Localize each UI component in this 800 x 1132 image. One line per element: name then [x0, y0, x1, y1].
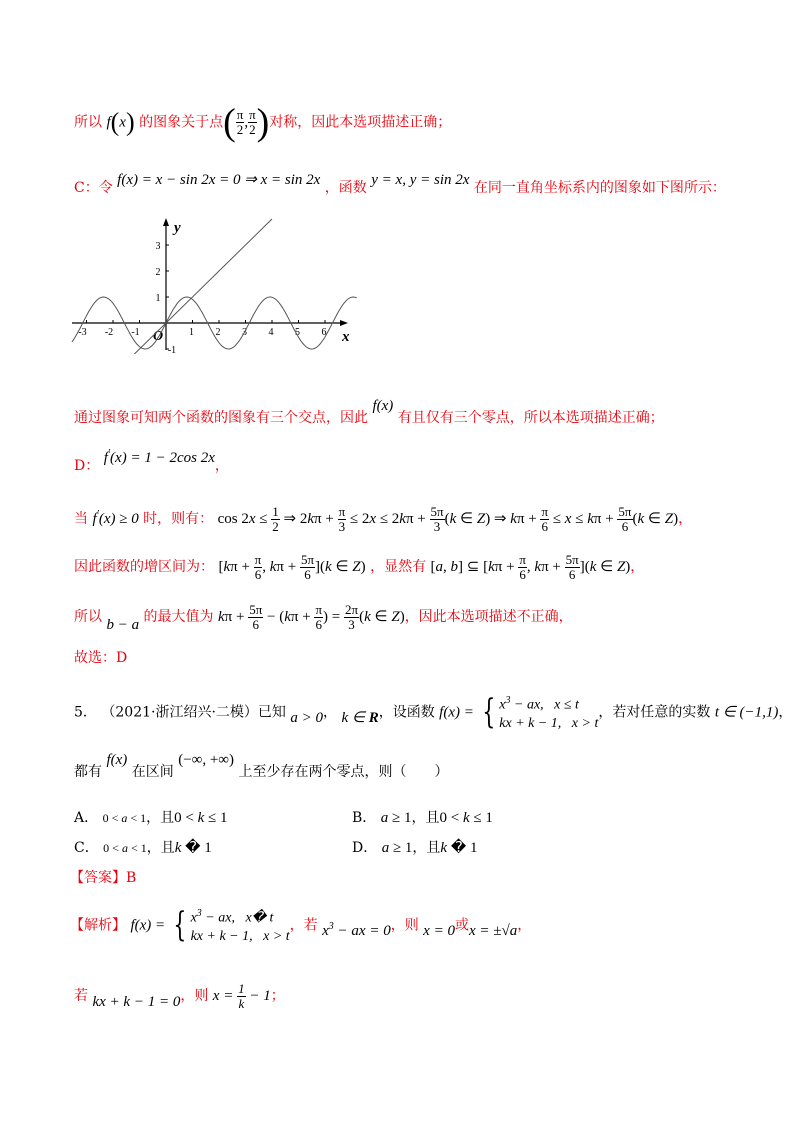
text-seg: 所以 [74, 114, 102, 131]
option-label: C． [74, 840, 99, 856]
y-axis-arrow [163, 218, 169, 226]
text-seg: 都有 [74, 764, 102, 780]
text-seg: 或 [454, 917, 469, 934]
option-d-label: D： [74, 458, 100, 474]
option-b[interactable]: B． a ≥ 1，且0 < k ≤ 1 [352, 810, 493, 826]
math-piecewise: f(x) = [439, 704, 478, 721]
text-seg: 通过图象可知两个函数的图象有三个交点，因此 [74, 410, 368, 426]
frac-pi-2: $\frac{\pi}{2}$ [236, 107, 244, 137]
math-functions: y = x, y = sin 2x [371, 172, 470, 188]
math-paren: ) [125, 107, 135, 137]
text-seg: ， [630, 558, 645, 575]
option-a[interactable]: A． 0 < a < 1，且0 < k ≤ 1 [74, 810, 228, 826]
math-k-real: k ∈ R [341, 710, 379, 727]
y-tick-label: 1 [155, 293, 161, 304]
text-seg: ， [322, 704, 337, 721]
brace: { [173, 905, 187, 946]
math-fx: f [106, 114, 111, 131]
text-seg: ， [214, 458, 229, 474]
text-seg: 所以 [74, 608, 102, 625]
math-ineq: f′(x) ≥ 0 [92, 509, 139, 527]
x-axis-label: x [342, 329, 350, 345]
text-seg: ，则 [390, 917, 419, 934]
frac-pi-2: $\frac{\pi}{2}$ [249, 107, 256, 137]
math-paren: ( [110, 107, 120, 137]
line-conclusion-c [74, 398, 664, 428]
math-paren: ) [256, 101, 270, 144]
math-opt: a ≥ 1 [380, 810, 412, 826]
text-seg: 时，则有： [143, 511, 214, 527]
option-label: B． [352, 810, 377, 826]
text-seg: 且 [160, 840, 175, 856]
text-seg: 上至少存在两个零点，则（ ） [238, 764, 449, 780]
option-label: D． [352, 840, 378, 856]
text-seg: ，函数 [324, 180, 367, 196]
x-tick-label: 3 [242, 327, 247, 338]
math-piecewise: f(x) = [130, 917, 169, 934]
text-seg: ， [678, 511, 693, 527]
math-opt: a ≥ 1 [381, 840, 413, 856]
text-seg: 因此函数的增区间为： [74, 558, 214, 575]
option-c[interactable]: C． 0 < a < 1，且k � 1 [74, 840, 212, 856]
x-tick-label: -3 [78, 327, 87, 338]
y-tick-label: 3 [155, 241, 161, 252]
text-seg: 当 [74, 511, 88, 527]
line-y-equals-x [128, 219, 272, 354]
text-seg: ，设函数 [378, 704, 435, 721]
math-x-solution: x = $\frac{1}{k}$ − 1 [212, 981, 271, 1011]
math-real-line: (−∞, +∞) [178, 752, 234, 768]
x-tick-label: -2 [104, 327, 114, 338]
math-max: kπ + $\frac{5\pi}{6}$ − (kπ + $\frac{\pi}{6}$ ) = $\frac{2\pi}{3}$ (k ∈ Z) [217, 602, 405, 632]
text-seg: 且 [425, 810, 440, 826]
line-increasing [74, 505, 692, 534]
text-seg: ，显然有 [370, 558, 427, 575]
origin-label: O [153, 329, 164, 344]
math-x-sqrt: x = ±√a [468, 923, 518, 940]
text-seg: 且 [426, 840, 441, 856]
math-paren: ( [223, 101, 236, 144]
math-a-pos: a > 0 [290, 710, 323, 727]
text-seg: 的图象关于点 [139, 114, 224, 131]
question-number: 5． [74, 704, 97, 721]
math-opt: 0 < k ≤ 1 [174, 810, 228, 826]
text-seg: 且 [160, 810, 175, 826]
math-cubic: $x^3$ − ax = 0 [322, 921, 391, 940]
x-tick-label: 6 [321, 327, 327, 338]
line-choose: 故选：D [74, 650, 128, 666]
question-5: 5． （2021·浙江绍兴·二模）已知 a > 0， k ∈ R，设函数 f(x) = { $x^3$ − ax, x ≤ t kx + k − 1, x > t，若对任意的实数 t ∈ (−1,1)， [74, 692, 793, 733]
math-opt: k � 1 [440, 840, 478, 856]
text-seg: 在同一直角坐标系内的图象如下图所示： [473, 180, 726, 196]
option-c-label: C：令 [74, 180, 113, 196]
text-seg: ，因此本选项描述不正确， [404, 608, 573, 625]
option-label: A． [74, 810, 99, 826]
option-d[interactable]: D． a ≥ 1，且k � 1 [352, 840, 478, 856]
math-b-minus-a: b − a [106, 616, 140, 633]
question-source: （2021·浙江绍兴·二模）已知 [101, 704, 286, 721]
text-seg: 在区间 [131, 764, 174, 780]
math-linear: kx + k − 1 = 0 [92, 993, 181, 1010]
line-linear-zero [74, 982, 285, 1011]
text-seg: ，若 [289, 917, 318, 934]
math-interval: [kπ + $\frac{\pi}{6}$ , kπ + $\frac{5\pi}{6}$ ](k ∈ Z) [218, 552, 366, 582]
question-5-cont [74, 752, 449, 782]
text-seg: ， [517, 917, 532, 934]
y-tick-label: 2 [155, 267, 161, 278]
line-option-d [74, 448, 229, 476]
text-seg: 若 [74, 987, 88, 1004]
text-seg: ； [270, 987, 285, 1004]
math-opt: k � 1 [174, 840, 212, 856]
line-interval [74, 553, 644, 582]
math-opt: 0 < a < 1 [102, 811, 147, 825]
math-x: x [119, 114, 126, 131]
math-cases: $x^3$ − ax, x� t kx + k − 1, x > t [190, 908, 290, 944]
text-seg: 的最大值为 [143, 608, 214, 625]
text-seg: ，则 [180, 987, 209, 1004]
line-option-c [74, 172, 726, 198]
math-opt: 0 < k ≤ 1 [439, 810, 493, 826]
math-cases: $x^3$ − ax, x ≤ t kx + k − 1, x > t [499, 695, 599, 731]
line-symmetry: 所以 f(x) 的图象关于点( $\frac{\pi}{2}$ , $\frac{\pi}{2}$ )对称，因此本选项描述正确； [74, 101, 452, 144]
y-tick-label: -1 [167, 345, 177, 354]
x-tick-label: 5 [295, 327, 300, 338]
math-t-range: t ∈ (−1,1) [714, 704, 779, 721]
math-derivative: f′(x) = 1 − 2cos 2x [103, 448, 215, 466]
analysis [70, 905, 531, 946]
function-graph [68, 212, 368, 354]
math-fx: f(x) [106, 752, 128, 768]
math-opt: 0 < a < 1 [103, 841, 147, 855]
text-seg: 对称，因此本选项描述正确； [269, 114, 452, 131]
y-axis-label: y [174, 220, 181, 236]
math-equation: f(x) = x − sin 2x = 0 ⇒ x = sin 2x [117, 172, 321, 188]
x-tick-label: 1 [189, 327, 194, 338]
x-tick-label: -1 [131, 327, 140, 338]
x-tick-label: 2 [215, 327, 221, 338]
math-chain: cos 2x ≤ $\frac{1}{2}$ ⇒ 2kπ + $\frac{\pi}{3}$ ≤ 2x ≤ 2kπ + $\frac{5\pi}{3}$ (k ∈ Z) ⇒ kπ + $\frac{\pi}{6}$ ≤ x ≤ kπ + $\frac{5\pi}{6}$ (k ∈ Z) [217, 504, 679, 535]
math-fx: f(x) [372, 398, 394, 414]
brace: { [481, 692, 495, 733]
math-x0: x = 0 [423, 923, 455, 940]
line-max [74, 603, 573, 632]
text-seg: ，若对任意的实数 [598, 704, 711, 721]
answer: 【答案】B [70, 870, 137, 886]
x-tick-label: 4 [268, 327, 274, 338]
text-seg: 有且仅有三个零点，所以本选项描述正确； [397, 410, 664, 426]
x-axis-arrow [340, 320, 348, 326]
math-subset: [a, b] ⊆ [kπ + $\frac{\pi}{6}$ , kπ + $\frac{5\pi}{6}$ ](k ∈ Z) [430, 552, 631, 582]
analysis-label: 【解析】 [70, 917, 126, 934]
